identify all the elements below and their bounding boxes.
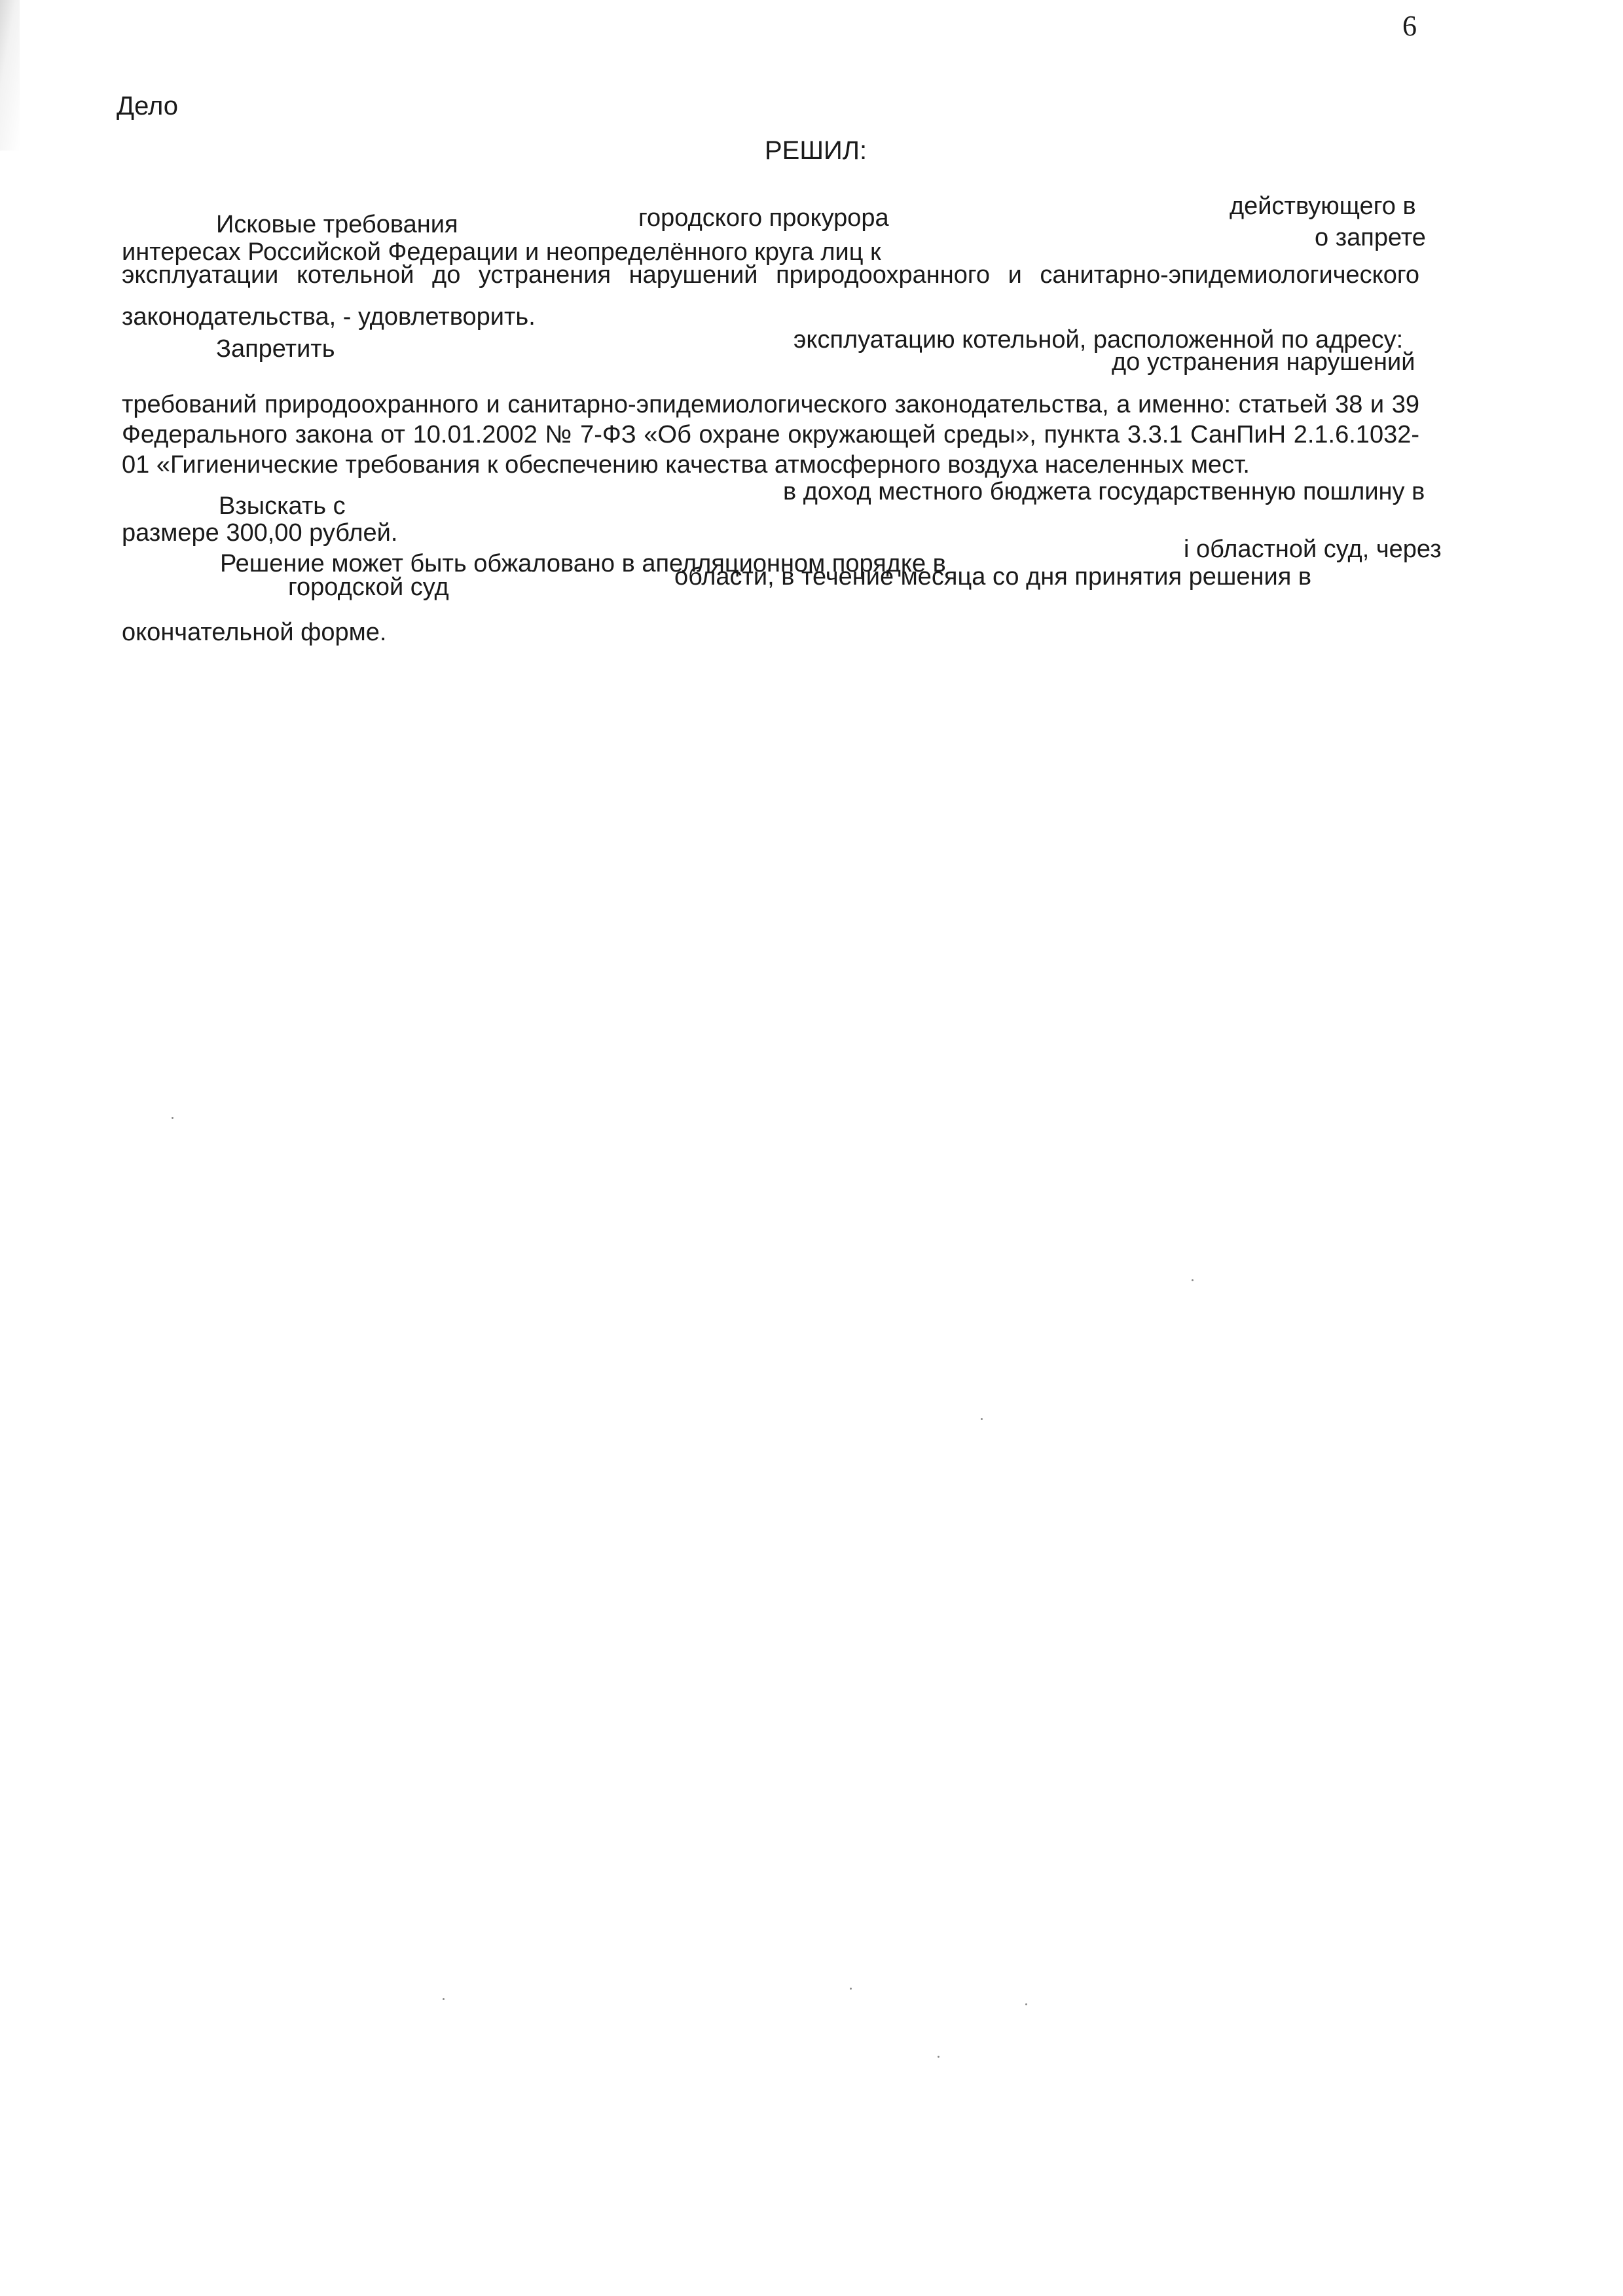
scan-speck (938, 2056, 939, 2058)
paragraph-claims-prosecutor: городского прокурора (638, 204, 889, 232)
paragraph-appeal-start: Решение может быть обжаловано в апелляционном порядке в (220, 550, 946, 577)
paragraph-claims-ban: о запрете (1315, 224, 1426, 251)
paragraph-prohibit-operation: эксплуатацию котельной, расположенной по адресу: (793, 326, 1404, 354)
scan-speck (850, 1988, 852, 1990)
scan-speck (981, 1418, 983, 1420)
paragraph-claims-acting: действующего в (1230, 192, 1416, 220)
case-label: Дело (117, 92, 179, 120)
paragraph-fee-budget: в доход местного бюджета государственную пошлину в (783, 478, 1425, 505)
page-number: 6 (1402, 10, 1417, 42)
paragraph-appeal-term: области, в течение месяца со дня принятия решения в (674, 563, 1312, 591)
paragraph-prohibit-line4: Федерального закона от 10.01.2002 № 7-ФЗ «Об охране окружающей среды», пункта 3.3.1 СанПиН 2.1.6.1032- (122, 421, 1419, 448)
paragraph-claims-line2: интересах Российской Федерации и неопределённого круга лиц к (122, 238, 881, 266)
scan-speck (443, 1998, 445, 2000)
paragraph-claims-line3: эксплуатации котельной до устранения нарушений природоохранного и санитарно-эпидемиологического (122, 261, 1419, 289)
paragraph-prohibit-line3: требований природоохранного и санитарно-эпидемиологического законодательства, а именно: статьей 38 и 39 (122, 391, 1419, 418)
decision-heading: РЕШИЛ: (765, 136, 867, 165)
paragraph-appeal-city-court: городской суд (288, 574, 449, 601)
paragraph-fee-start: Взыскать с (219, 492, 346, 520)
paragraph-claims-start: Исковые требования (216, 211, 458, 238)
scan-edge-shadow (0, 0, 20, 151)
paragraph-appeal-regional: і областной суд, через (1184, 536, 1442, 563)
paragraph-prohibit-start: Запретить (216, 335, 335, 363)
scan-speck (1192, 1279, 1194, 1281)
scan-speck (172, 1117, 173, 1119)
paragraph-fee-line2: размере 300,00 рублей. (122, 519, 398, 547)
paragraph-prohibit-line5: 01 «Гигиенические требования к обеспечению качества атмосферного воздуха населенных мест. (122, 451, 1250, 479)
paragraph-prohibit-until: до устранения нарушений (1112, 348, 1415, 376)
paragraph-claims-line4: законодательства, - удовлетворить. (122, 303, 536, 331)
scan-speck (1025, 2003, 1027, 2005)
paragraph-appeal-line3: окончательной форме. (122, 619, 387, 646)
